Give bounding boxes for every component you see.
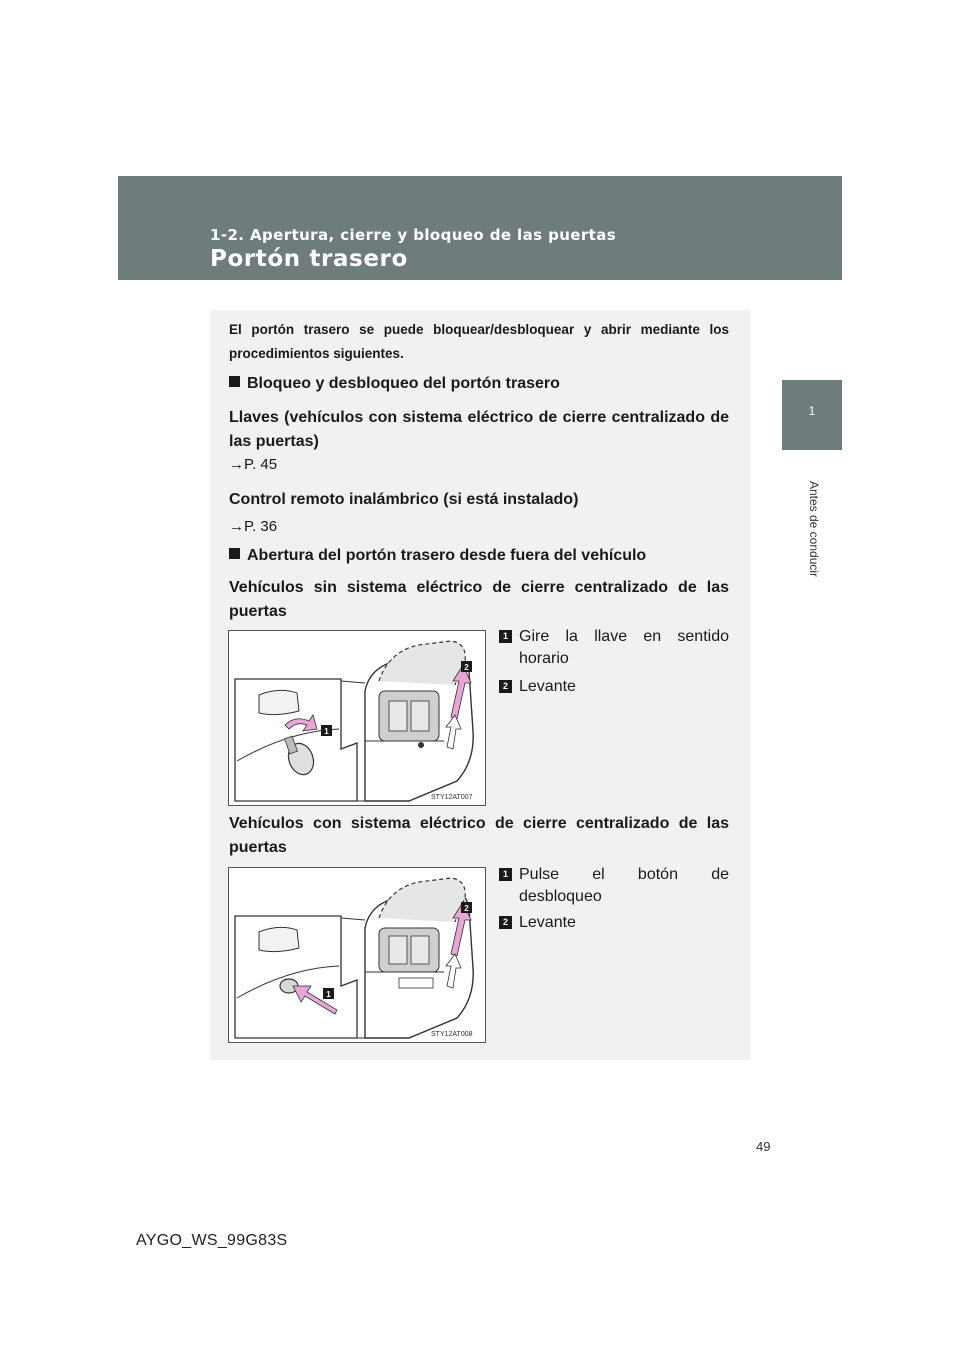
figure-code: STY12AT008 xyxy=(431,1031,473,1038)
tailgate-button-illustration xyxy=(229,868,485,1042)
step-number-badge: 2 xyxy=(499,680,512,693)
tailgate-key-illustration xyxy=(229,631,485,805)
step-number-badge: 1 xyxy=(499,630,512,643)
sub1-step-1 xyxy=(499,626,729,670)
svg-text:1: 1 xyxy=(326,990,331,999)
doc-code: AYGO_WS_99G83S xyxy=(136,1232,288,1249)
section-heading-open xyxy=(229,544,729,568)
page-title: Portón trasero xyxy=(210,246,408,272)
intro-text: El portón trasero se puede bloquear/desbloquear y abrir mediante los procedimientos siguientes. xyxy=(229,322,729,361)
ref-link-p36[interactable]: →P. 36 xyxy=(229,518,278,535)
section-heading-lock xyxy=(229,372,729,396)
item-keys-title: Llaves (vehículos con sistema eléctrico de cierre centralizado de las puertas) xyxy=(229,409,729,450)
heading-text: Bloqueo y desbloqueo del portón trasero xyxy=(247,375,560,392)
heading-text: Abertura del portón trasero desde fuera del vehículo xyxy=(247,547,647,564)
chapter-tab[interactable]: 1 xyxy=(782,380,842,450)
figure-button-tailgate xyxy=(228,867,486,1043)
svg-text:1: 1 xyxy=(324,727,329,736)
sub1-step-2 xyxy=(499,676,729,698)
step-number-badge: 1 xyxy=(499,868,512,881)
svg-text:2: 2 xyxy=(464,904,469,913)
step-text: Gire la llave en sentido horario xyxy=(519,628,729,667)
figure-key-tailgate xyxy=(228,630,486,806)
step-text: Pulse el botón de desbloqueo xyxy=(519,866,729,905)
section-label: 1-2. Apertura, cierre y bloqueo de las puertas xyxy=(210,226,617,244)
sub1-title: Vehículos sin sistema eléctrico de cierre centralizado de las puertas xyxy=(229,579,729,620)
step-text: Levante xyxy=(519,678,576,695)
sub2-step-1 xyxy=(499,864,729,908)
step-text: Levante xyxy=(519,914,576,931)
sub2-step-2 xyxy=(499,912,729,934)
chapter-label: Antes de conducir xyxy=(807,480,821,578)
square-bullet-icon xyxy=(229,376,240,387)
item-remote-title: Control remoto inalámbrico (si está instalado) xyxy=(229,491,579,508)
header-band xyxy=(118,176,842,280)
content-box xyxy=(211,310,750,1060)
page-number: 49 xyxy=(756,1139,771,1154)
step-number-badge: 2 xyxy=(499,916,512,929)
ref-link-p45[interactable]: →P. 45 xyxy=(229,456,278,473)
svg-text:2: 2 xyxy=(464,663,469,672)
figure-code: STY12AT007 xyxy=(431,794,473,801)
square-bullet-icon xyxy=(229,548,240,559)
sub2-title: Vehículos con sistema eléctrico de cierre centralizado de las puertas xyxy=(229,815,729,856)
